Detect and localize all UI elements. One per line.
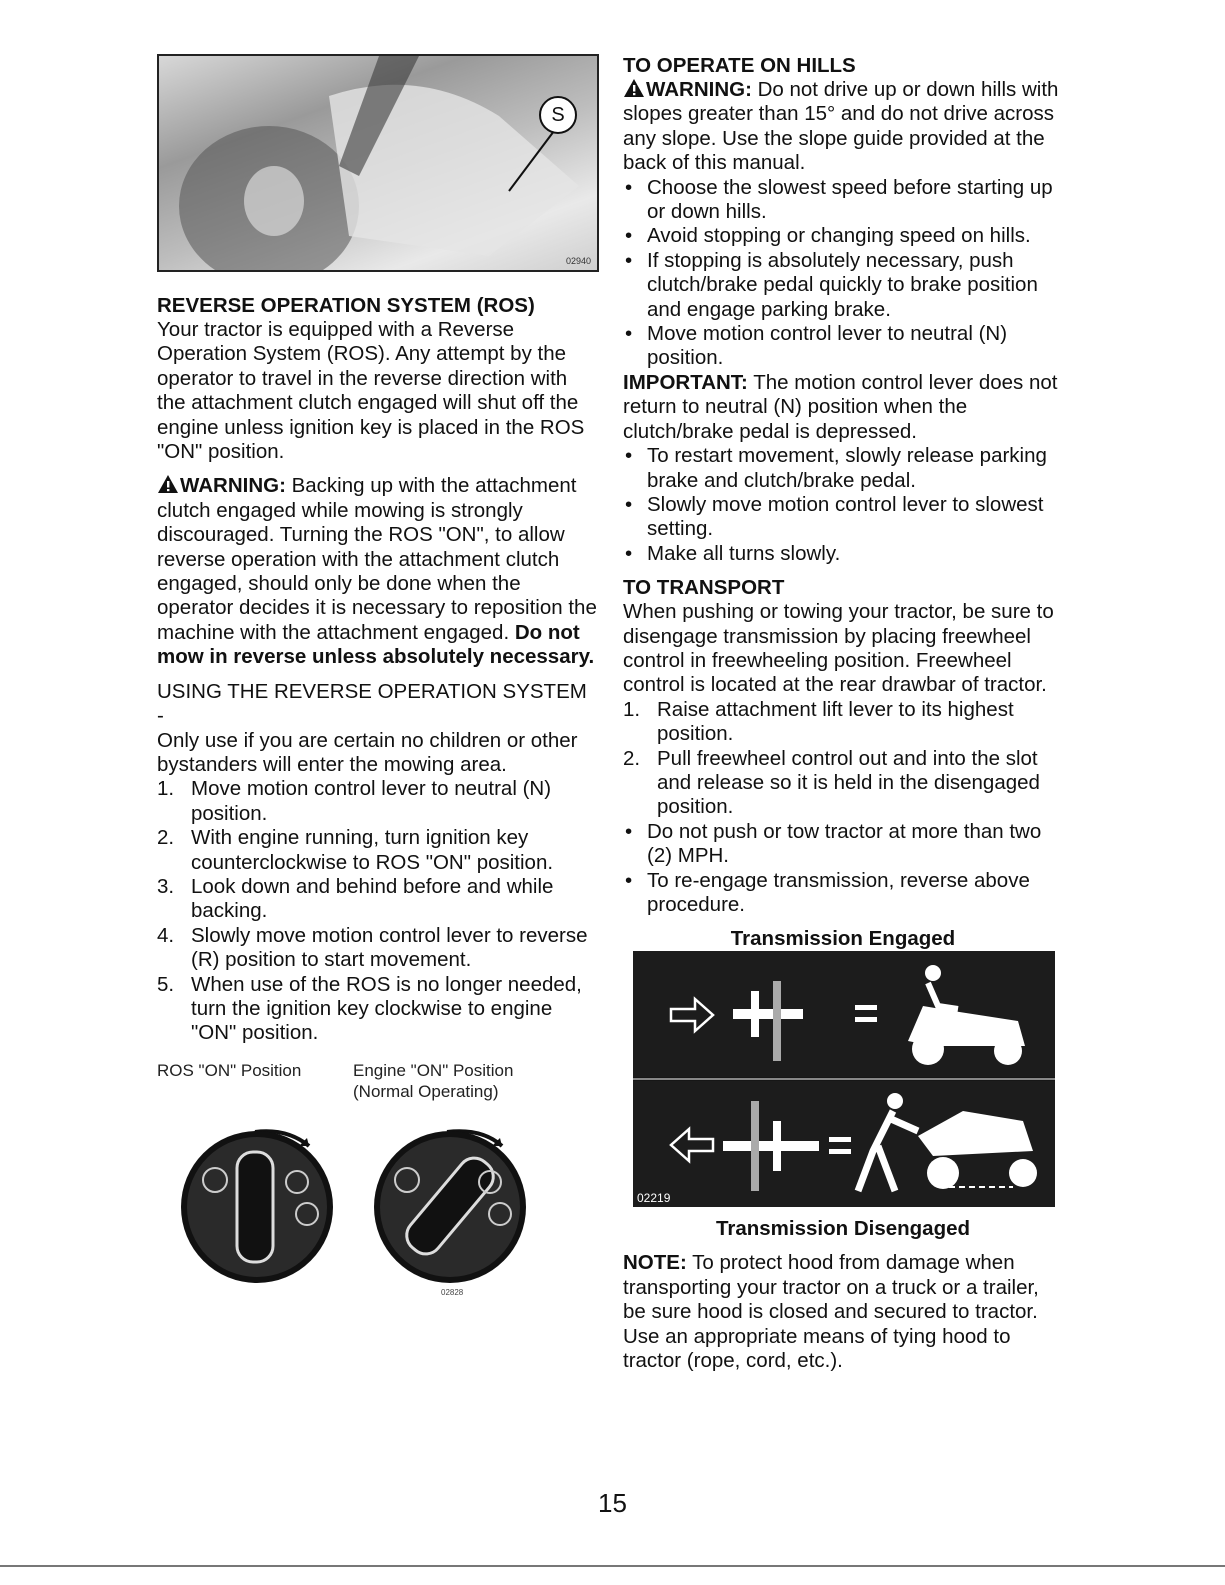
transmission-figure-code: 02219 [637, 1191, 671, 1206]
ignition-key-figure [157, 1102, 597, 1302]
ignition-switch-icons [157, 1102, 597, 1302]
transport-steps [623, 698, 1063, 820]
right-column [623, 54, 1063, 1373]
hills-warning: WARNING: Do not drive up or down hills with slopes greater than 15° and do not drive across any slope. Use the slope guide provided at the back of this manual. [623, 78, 1059, 175]
transport-heading: TO TRANSPORT [623, 576, 785, 600]
ros-heading: REVERSE OPERATION SYSTEM (ROS) [157, 294, 535, 317]
transport-note: NOTE: To protect hood from damage when transporting your tractor on a truck or a trailer, be sure hood is closed and secured to tractor. Use an appropriate means of tying hood to tractor (rope, cord, etc.). [623, 1251, 1039, 1373]
list-item: 5. When use of the ROS is no longer needed, turn the ignition key clockwise to engine "ON" position. [157, 972, 582, 1045]
photo-code: 02940 [565, 256, 591, 266]
list-item: • To re-engage transmission, reverse above procedure. [625, 868, 1030, 916]
engine-key-caption: Engine "ON" Position (Normal Operating) [353, 1060, 514, 1101]
key-captions [157, 1060, 597, 1102]
hills-bullets [623, 176, 1063, 371]
list-item: 2. With engine running, turn ignition key counterclockwise to ROS "ON" position. [157, 826, 554, 874]
list-item: • Do not push or tow tractor at more than two (2) MPH. [625, 819, 1042, 868]
transmission-figure [633, 951, 1055, 1207]
list-item: • If stopping is absolutely necessary, push clutch/brake pedal quickly to brake position and engage parking brake. [625, 248, 1038, 321]
using-heading: USING THE REVERSE OPERATION SYSTEM - [157, 679, 587, 728]
s-callout-badge: S [539, 96, 577, 134]
page-number: 15 [598, 1488, 627, 1518]
warning-body: Backing up with the attachment clutch engaged while mowing is strongly discouraged. Turning the ROS "ON", to allow reverse operation with the attachment clutch engaged, should only be done when the operator decides it is necessary to reposition the machine with the attachment engaged. [157, 474, 597, 644]
warning-icon [157, 474, 179, 494]
list-item: • Move motion control lever to neutral (N) position. [625, 322, 1008, 370]
ros-label-photo [157, 54, 599, 272]
ros-body: Your tractor is equipped with a Reverse Operation System (ROS). Any attempt by the operator to travel in the reverse direction with the attachment clutch engaged will shut off the engine unless ignition key is placed in the ROS "ON" position. [157, 318, 585, 464]
list-item: • To restart movement, slowly release parking brake and clutch/brake pedal. [625, 444, 1047, 492]
warning-icon [623, 78, 645, 98]
hills-heading: TO OPERATE ON HILLS [623, 54, 856, 77]
caption-engaged: Transmission Engaged [730, 927, 956, 951]
important-bullets [623, 444, 1063, 566]
using-intro: Only use if you are certain no children or other bystanders will enter the mowing area. [157, 728, 578, 776]
warning-label: WARNING: [180, 474, 286, 498]
transport-bullets [623, 820, 1063, 918]
page-bottom-rule [0, 1565, 1225, 1567]
transmission-diagram [633, 951, 1055, 1207]
ros-warning [157, 474, 597, 669]
warning-bold: Do not mow in reverse unless absolutely necessary. [157, 620, 595, 669]
list-item: • Choose the slowest speed before starting up or down hills. [625, 175, 1053, 224]
left-column [157, 54, 597, 1302]
list-item: 3. Look down and behind before and while backing. [157, 874, 554, 923]
important-note: IMPORTANT: The motion control lever does not return to neutral (N) position when the clutch/brake pedal is depressed. [623, 370, 1058, 443]
list-item: • Slowly move motion control lever to slowest setting. [625, 492, 1044, 541]
list-item: • Avoid stopping or changing speed on hills. [625, 224, 1031, 248]
list-item: 1. Raise attachment lift lever to its highest position. [623, 697, 1014, 746]
ros-steps [157, 777, 597, 1045]
list-item: • Make all turns slowly. [625, 541, 841, 565]
caption-disengaged: Transmission Disengaged [715, 1217, 971, 1241]
key-figure-code: 02828 [441, 1287, 464, 1297]
list-item: 2. Pull freewheel control out and into the slot and release so it is held in the disengaged position. [623, 746, 1040, 819]
list-item: 4. Slowly move motion control lever to reverse (R) position to start movement. [157, 923, 588, 972]
ros-key-caption: ROS "ON" Position [157, 1060, 302, 1080]
transport-body: When pushing or towing your tractor, be sure to disengage transmission by placing freewheel control in freewheeling position. Freewheel control is located at the rear drawbar of tractor. [623, 600, 1054, 697]
list-item: 1. Move motion control lever to neutral (N) position. [157, 777, 552, 825]
dashboard-illustration [159, 56, 597, 270]
